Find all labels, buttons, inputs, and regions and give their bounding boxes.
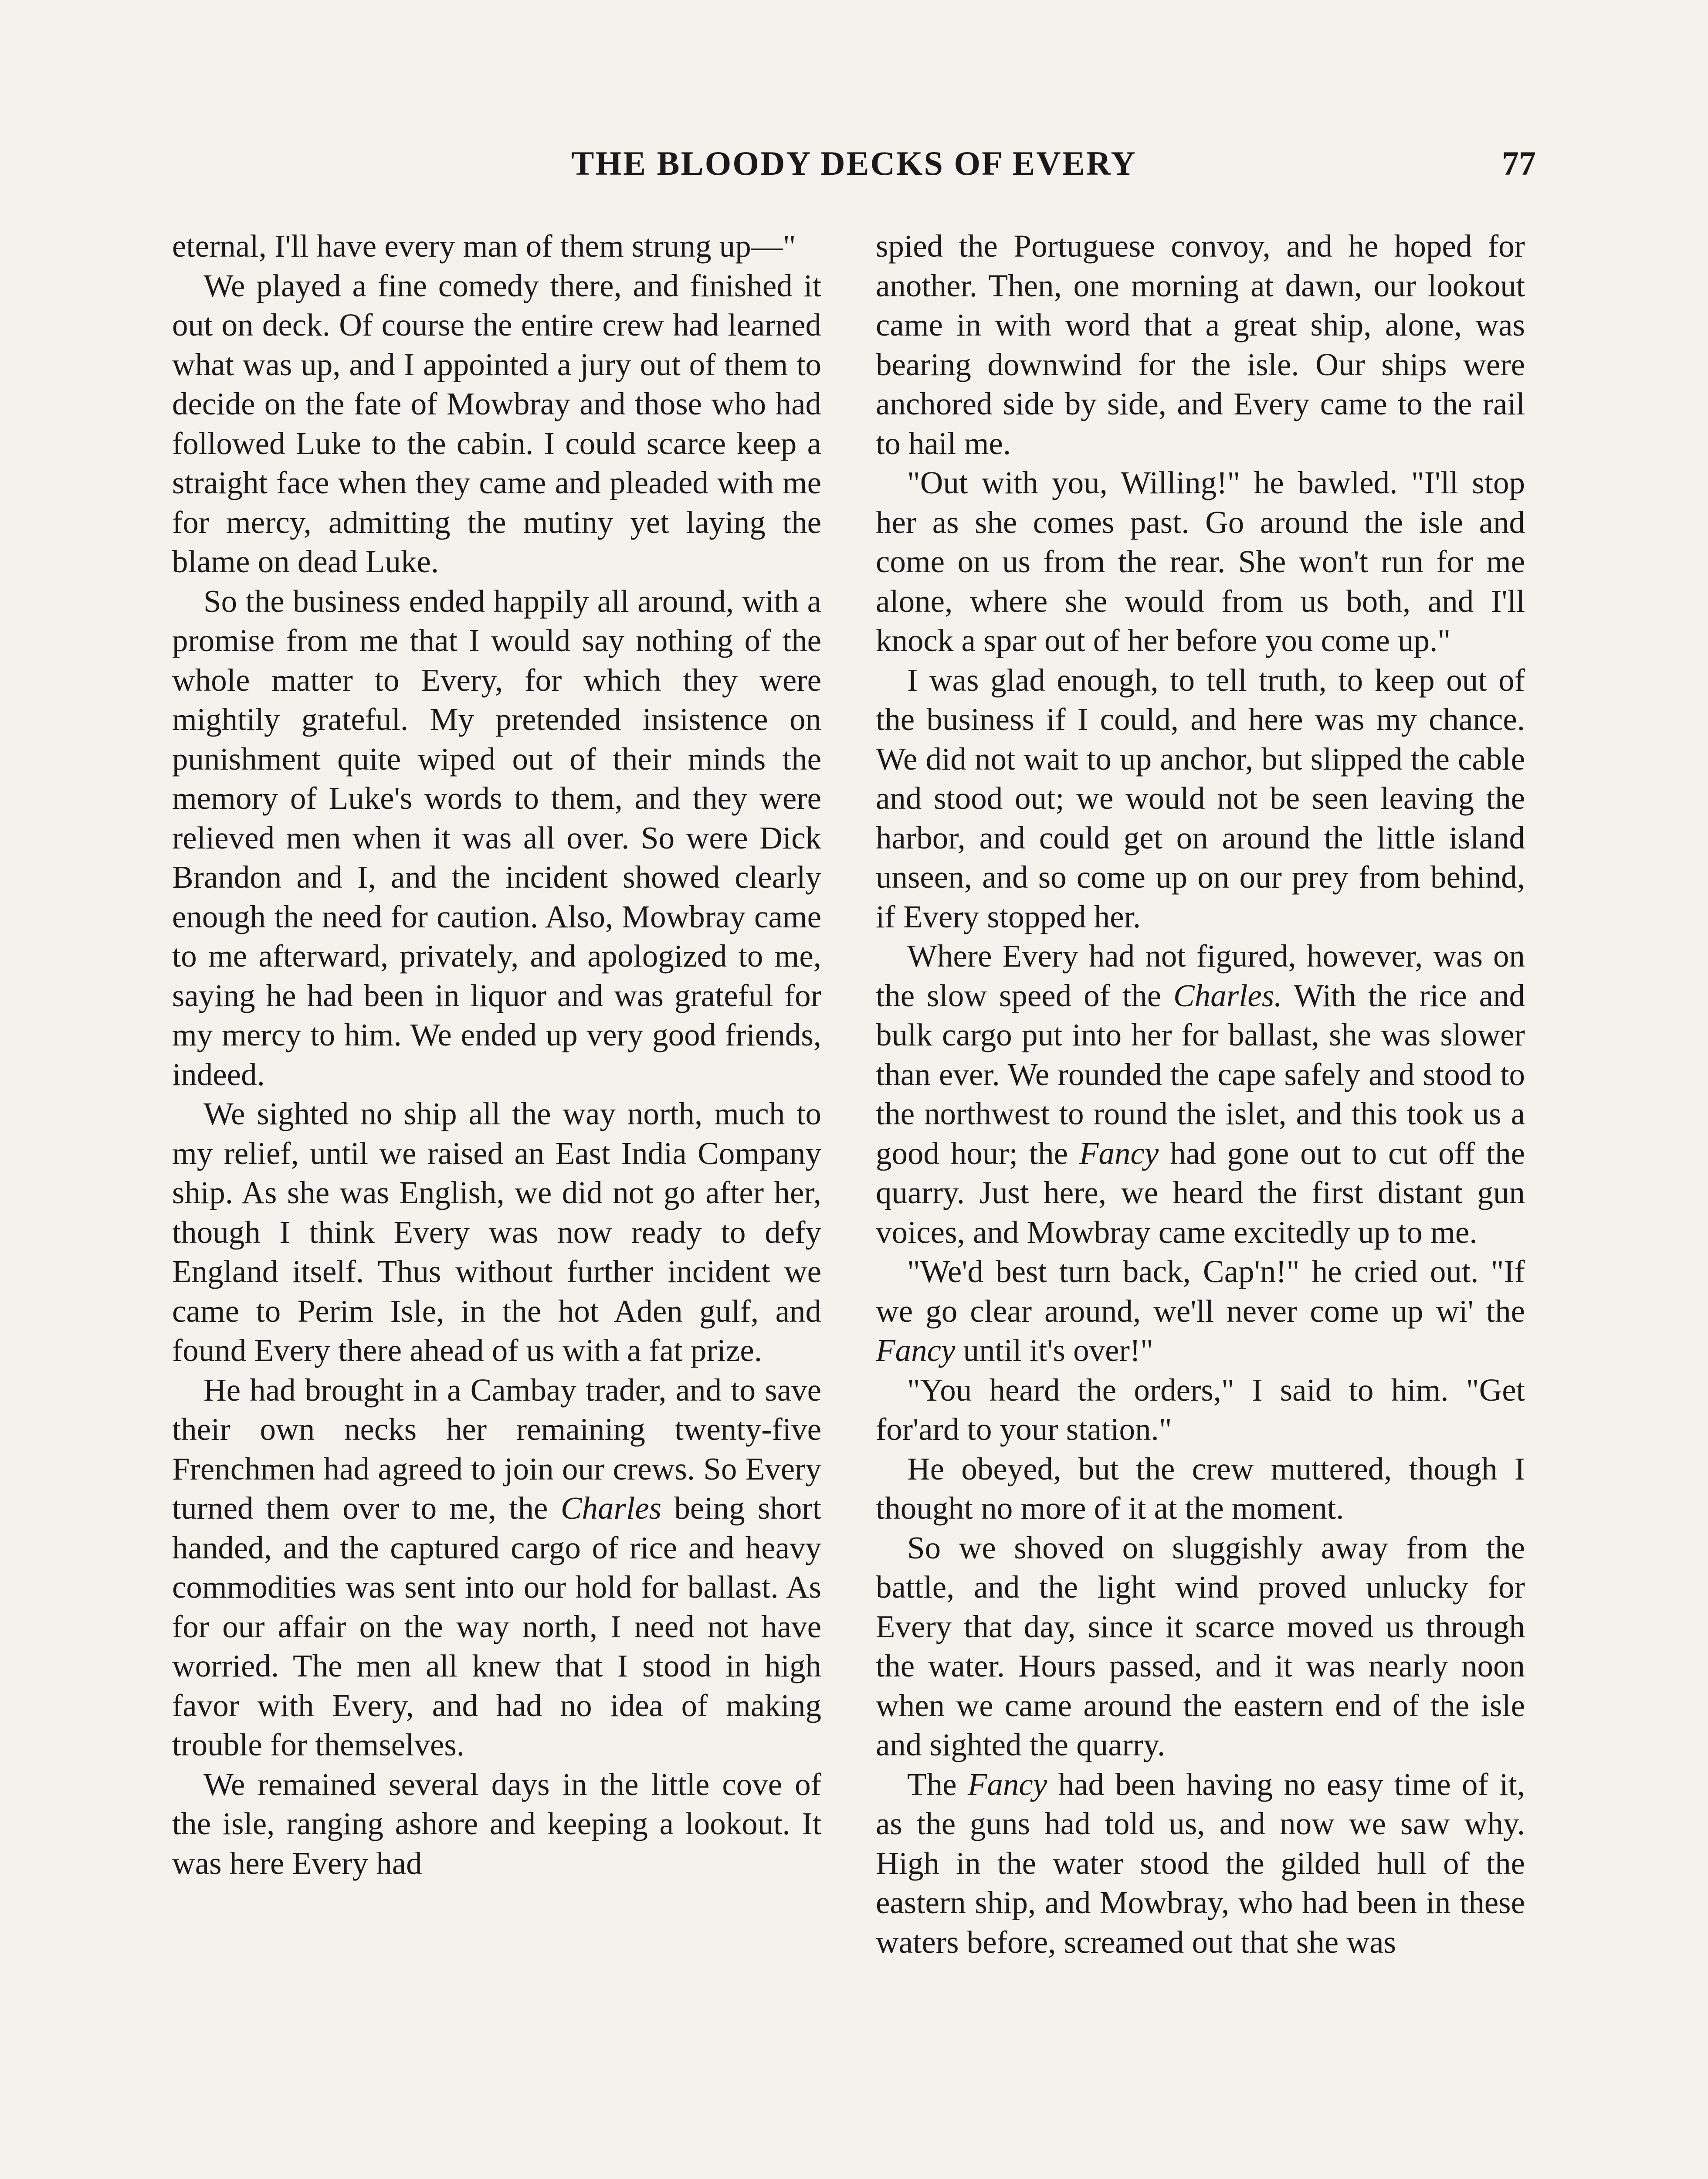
paragraph: "Out with you, Willing!" he bawled. "I'll stop her as she comes past. Go around the isle and come on us from the rear. She won't run for me alone, where she would from us both, and I'll knock a spar out of her before you come up." — [876, 465, 1525, 658]
left-text-column — [172, 227, 821, 1883]
ship-name: Charles. — [1173, 977, 1282, 1013]
paragraph: We played a fine comedy there, and finished it out on deck. Of course the entire crew had learned what was up, and I appointed a jury out of them to decide on the fate of Mowbray and those who had followed Luke to the cabin. I could scarce keep a straight face when they came and pleaded with me for mercy, admitting the mutiny yet laying the blame on dead Luke. — [172, 268, 821, 579]
paragraph: So the business ended happily all around, with a promise from me that I would say nothing of the whole matter to Every, for which they were mightily grateful. My pretended insistence on punishment quite wiped out of their minds the memory of Luke's words to them, and they were relieved men when it was all over. So were Dick Brandon and I, and the incident showed clearly enough the need for caution. Also, Mowbray came to me afterward, privately, and apologized to me, saying he had been in liquor and was grateful for my mercy to him. We ended up very good friends, indeed. — [172, 583, 821, 1092]
paragraph: We remained several days in the little cove of the isle, ranging ashore and keeping a lookout. It was here Every had — [172, 1766, 821, 1881]
paragraph: eternal, I'll have every man of them strung up—" — [172, 228, 796, 264]
paragraph: He had brought in a Cambay trader, and to save their own necks her remaining twenty-five Frenchmen had agreed to join our crews. So Every turned them over to me, the Charles being short handed, and the captured cargo of rice and heavy commodities was sent into our hold for ballast. As for our affair on the way north, I need not have worried. The men all knew that I stood in high favor with Every, and had no idea of making trouble for themselves. — [172, 1372, 821, 1762]
paragraph: He obeyed, but the crew muttered, though I thought no more of it at the moment. — [876, 1451, 1525, 1526]
paragraph: So we shoved on sluggishly away from the battle, and the light wind proved unlucky for Every that day, since it scarce moved us through the water. Hours passed, and it was nearly noon when we came around the eastern end of the isle and sighted the quarry. — [876, 1530, 1525, 1762]
paragraph: Where Every had not figured, however, was on the slow speed of the Charles. With the rice and bulk cargo put into her for ballast, she was slower than ever. We rounded the cape safely and stood to the northwest to round the islet, and this took us a good hour; the Fancy had gone out to cut off the quarry. Just here, we heard the first distant gun voices, and Mowbray came excitedly up to me. — [876, 938, 1525, 1250]
right-text-column — [876, 227, 1525, 1962]
paragraph: The Fancy had been having no easy time of it, as the guns had told us, and now we saw why. High in the water stood the gilded hull of the eastern ship, and Mowbray, who had been in these waters before, screamed out that she was — [876, 1766, 1525, 1960]
page-header — [172, 144, 1536, 192]
ship-name: Fancy — [967, 1766, 1047, 1802]
paragraph: "We'd best turn back, Cap'n!" he cried out. "If we go clear around, we'll never come up wi' the Fancy until it's over!" — [876, 1254, 1525, 1368]
paragraph: I was glad enough, to tell truth, to keep out of the business if I could, and here was my chance. We did not wait to up anchor, but slipped the cable and stood out; we would not be seen leaving the harbor, and could get on around the little island unseen, and so come up on our prey from behind, if Every stopped her. — [876, 662, 1525, 934]
paragraph: We sighted no ship all the way north, much to my relief, until we raised an East India Company ship. As she was English, we did not go after her, though I think Every was now ready to defy England itself. Thus without further incident we came to Perim Isle, in the hot Aden gulf, and found Every there ahead of us with a fat prize. — [172, 1096, 821, 1368]
ship-name: Charles — [560, 1490, 662, 1526]
paragraph: "You heard the orders," I said to him. "Get for'ard to your station." — [876, 1372, 1525, 1447]
page-number: 77 — [1502, 144, 1536, 182]
ship-name: Fancy — [1079, 1135, 1159, 1171]
running-head: THE BLOODY DECKS OF EVERY — [571, 144, 1137, 182]
ship-name: Fancy — [876, 1333, 956, 1368]
paragraph: spied the Portuguese convoy, and he hoped for another. Then, one morning at dawn, our lookout came in with word that a great ship, alone, was bearing downwind for the isle. Our ships were anchored side by side, and Every came to the rail to hail me. — [876, 228, 1525, 461]
